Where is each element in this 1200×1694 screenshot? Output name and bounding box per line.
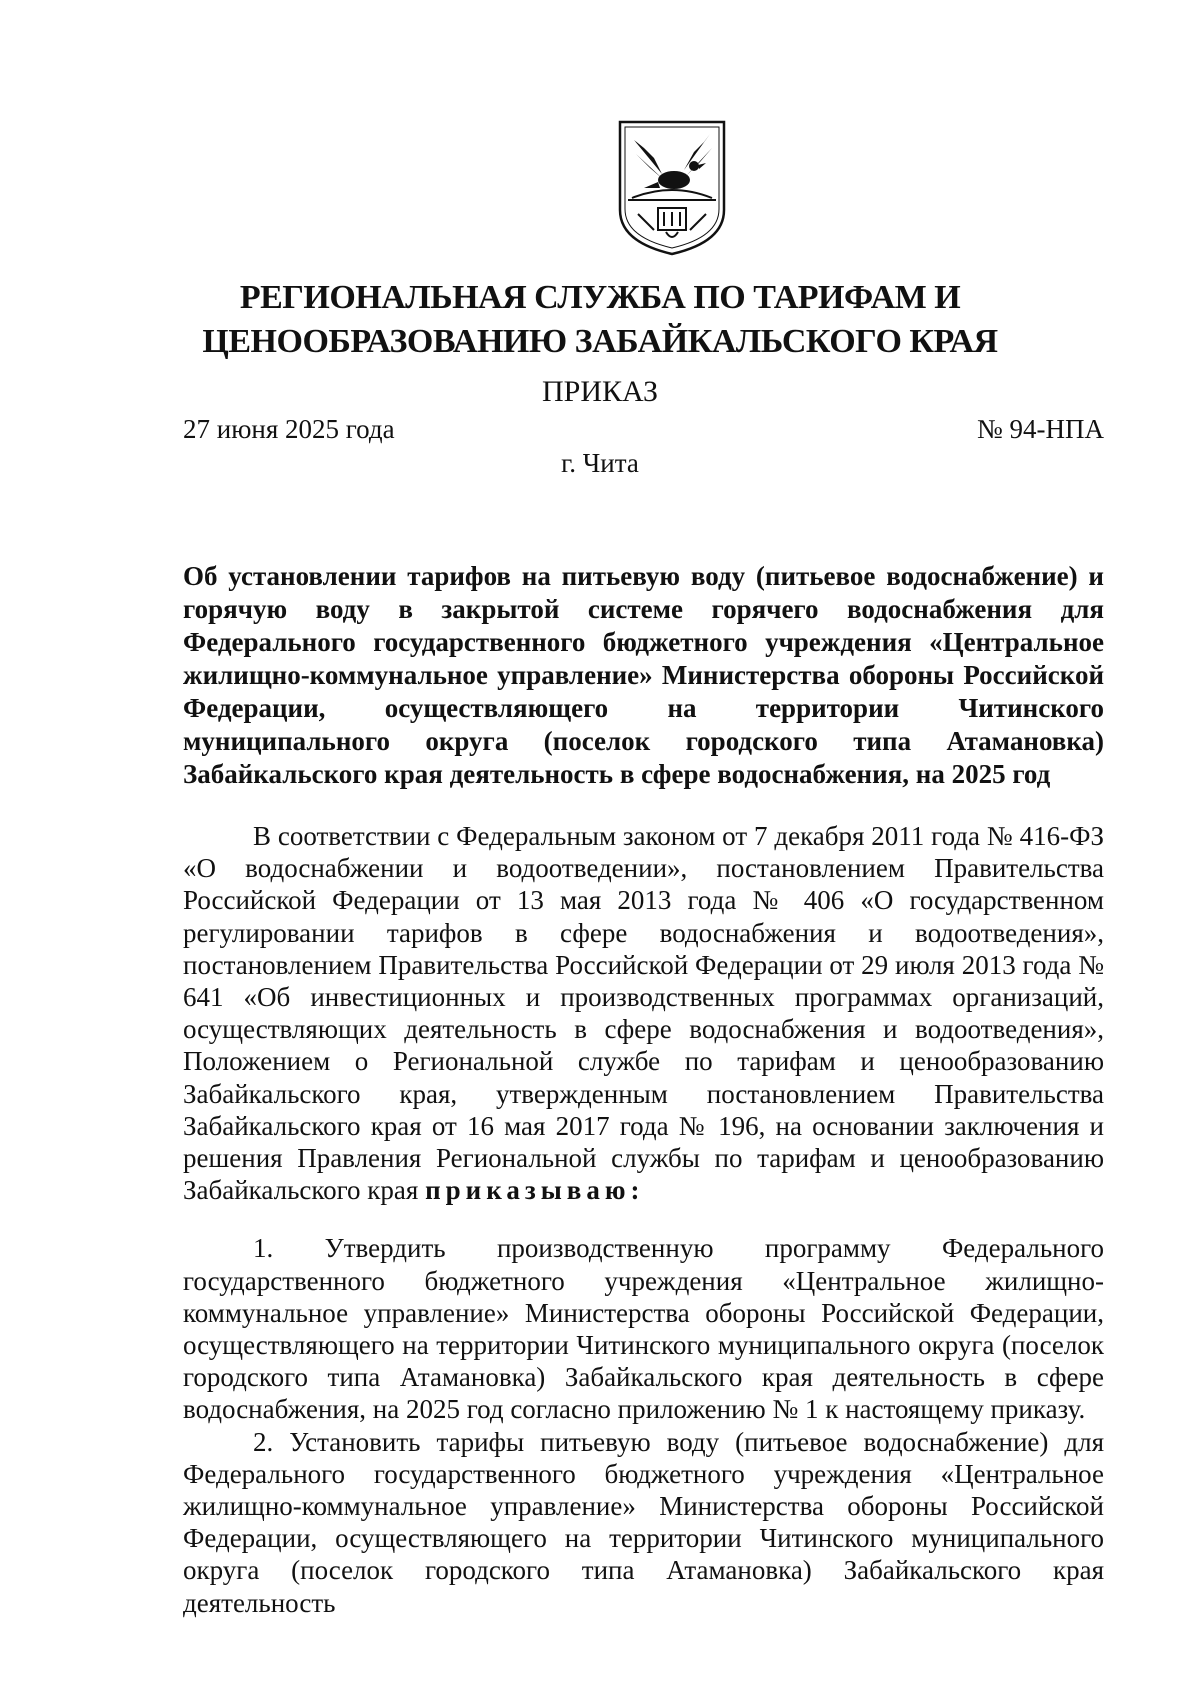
document-number: № 94-НПА xyxy=(977,414,1104,444)
document-subject: Об установлении тарифов на питьевую воду (питьевое водоснабжение) и горячую воду в закрытой системе горячего водоснабжения для Федерального государственного бюджетного учреждения «Центральное жилищно-коммунальное управление» Министерства обороны Российской Федерации, осуществляющего на территории Читинского муниципального округа (поселок городского типа Атамановка) Забайкальского края деятельность в сфере водоснабжения, на 2025 год xyxy=(183,561,1104,789)
organization-title-line-1: РЕГИОНАЛЬНАЯ СЛУЖБА ПО ТАРИФАМ И xyxy=(239,279,961,316)
document-type: ПРИКАЗ xyxy=(542,375,658,408)
order-item-2: 2. Установить тарифы питьевую воду (питьевое водоснабжение) для Федерального государственного бюджетного учреждения «Центральное жилищно-коммунальное управление» Министерства обороны Российской Федерации, осуществляющего на территории Читинского муниципального округа (поселок городского типа Атамановка) Забайкальского края деятельность xyxy=(183,1426,1104,1618)
coat-of-arms-emblem xyxy=(614,118,730,258)
document-city: г. Чита xyxy=(561,448,639,478)
preamble-text: В соответствии с Федеральным законом от 7 декабря 2011 года № 416-ФЗ «О водоснабжении и водоотведении», постановлением Правительства Российской Федерации от 13 мая 2013 года № 406 «О государственном регулировании тарифов в сфере водоснабжения и водоотведения», постановлением Правительства Российской Федерации от 29 июля 2013 года № 641 «Об инвестиционных и производственных программах организаций, осуществляющих деятельность в сфере водоснабжения и водоотведения», Положением о Региональной службе по тарифам и ценообразованию Забайкальского края, утвержденным постановлением Правительства Забайкальского края от 16 мая 2017 года № 196, на основании заключения и решения Правления Региональной службы по тарифам и ценообразованию Забайкальского края xyxy=(183,821,1104,1206)
document-date: 27 июня 2025 года xyxy=(183,414,395,444)
order-word: приказываю: xyxy=(425,1175,645,1206)
organization-title-line-2: ЦЕНООБРАЗОВАНИЮ ЗАБАЙКАЛЬСКОГО КРАЯ xyxy=(202,323,998,360)
preamble-paragraph xyxy=(183,820,1104,1206)
organization-title xyxy=(160,276,1040,364)
document-body xyxy=(183,820,1104,1619)
order-item-1: 1. Утвердить производственную программу Федерального государственного бюджетного учреждения «Центральное жилищно-коммунальное управление» Министерства обороны Российской Федерации, осуществляющего на территории Читинского муниципального округа (поселок городского типа Атамановка) Забайкальского края деятельность в сфере водоснабжения, на 2025 год согласно приложению № 1 к настоящему приказу. xyxy=(183,1233,1104,1425)
